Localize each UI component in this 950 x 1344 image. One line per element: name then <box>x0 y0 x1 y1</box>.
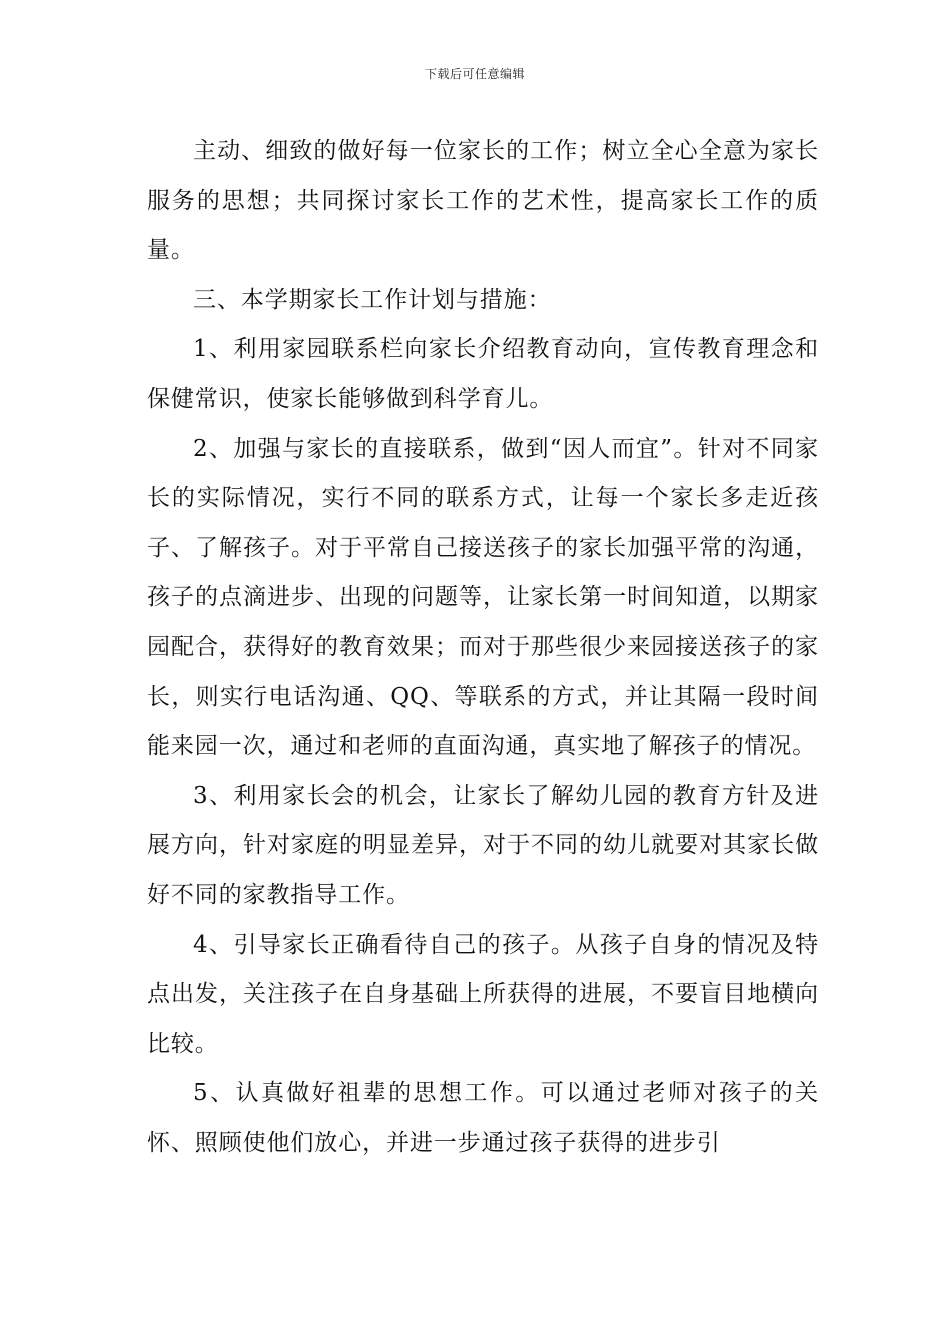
paragraph-item-3: 3、利用家长会的机会，让家长了解幼儿园的教育方针及进展方向，针对家庭的明显差异，对于不同的幼儿就要对其家长做好不同的家教指导工作。 <box>147 782 819 908</box>
paragraph-item-5: 5、认真做好祖辈的思想工作。可以通过老师对孩子的关怀、照顾使他们放心，并进一步通过孩子获得的进步引 <box>147 1080 819 1156</box>
document-body <box>147 127 819 1168</box>
section-heading-3: 三、本学期家长工作计划与措施： <box>193 286 552 313</box>
paragraph-item-2: 2、加强与家长的直接联系，做到“因人而宜”。针对不同家长的实际情况，实行不同的联系方式，让每一个家长多走近孩子、了解孩子。对于平常自己接送孩子的家长加强平常的沟通，孩子的点滴进步、出现的问题等，让家长第一时间知道，以期家园配合，获得好的教育效果；而对于那些很少来园接送孩子的家长，则实行电话沟通、QQ、等联系的方式，并让其隔一段时间能来园一次，通过和老师的直面沟通，真实地了解孩子的情况。 <box>147 435 819 760</box>
paragraph-item-1: 1、利用家园联系栏向家长介绍教育动向，宣传教育理念和保健常识，使家长能够做到科学育儿。 <box>147 336 819 412</box>
paragraph-continuation: 主动、细致的做好每一位家长的工作；树立全心全意为家长服务的思想；共同探讨家长工作的艺术性，提高家长工作的质量。 <box>147 138 819 264</box>
page-header: 下载后可任意编辑 <box>424 67 525 81</box>
paragraph-item-4: 4、引导家长正确看待自己的孩子。从孩子自身的情况及特点出发，关注孩子在自身基础上所获得的进展，不要盲目地横向比较。 <box>147 931 819 1057</box>
